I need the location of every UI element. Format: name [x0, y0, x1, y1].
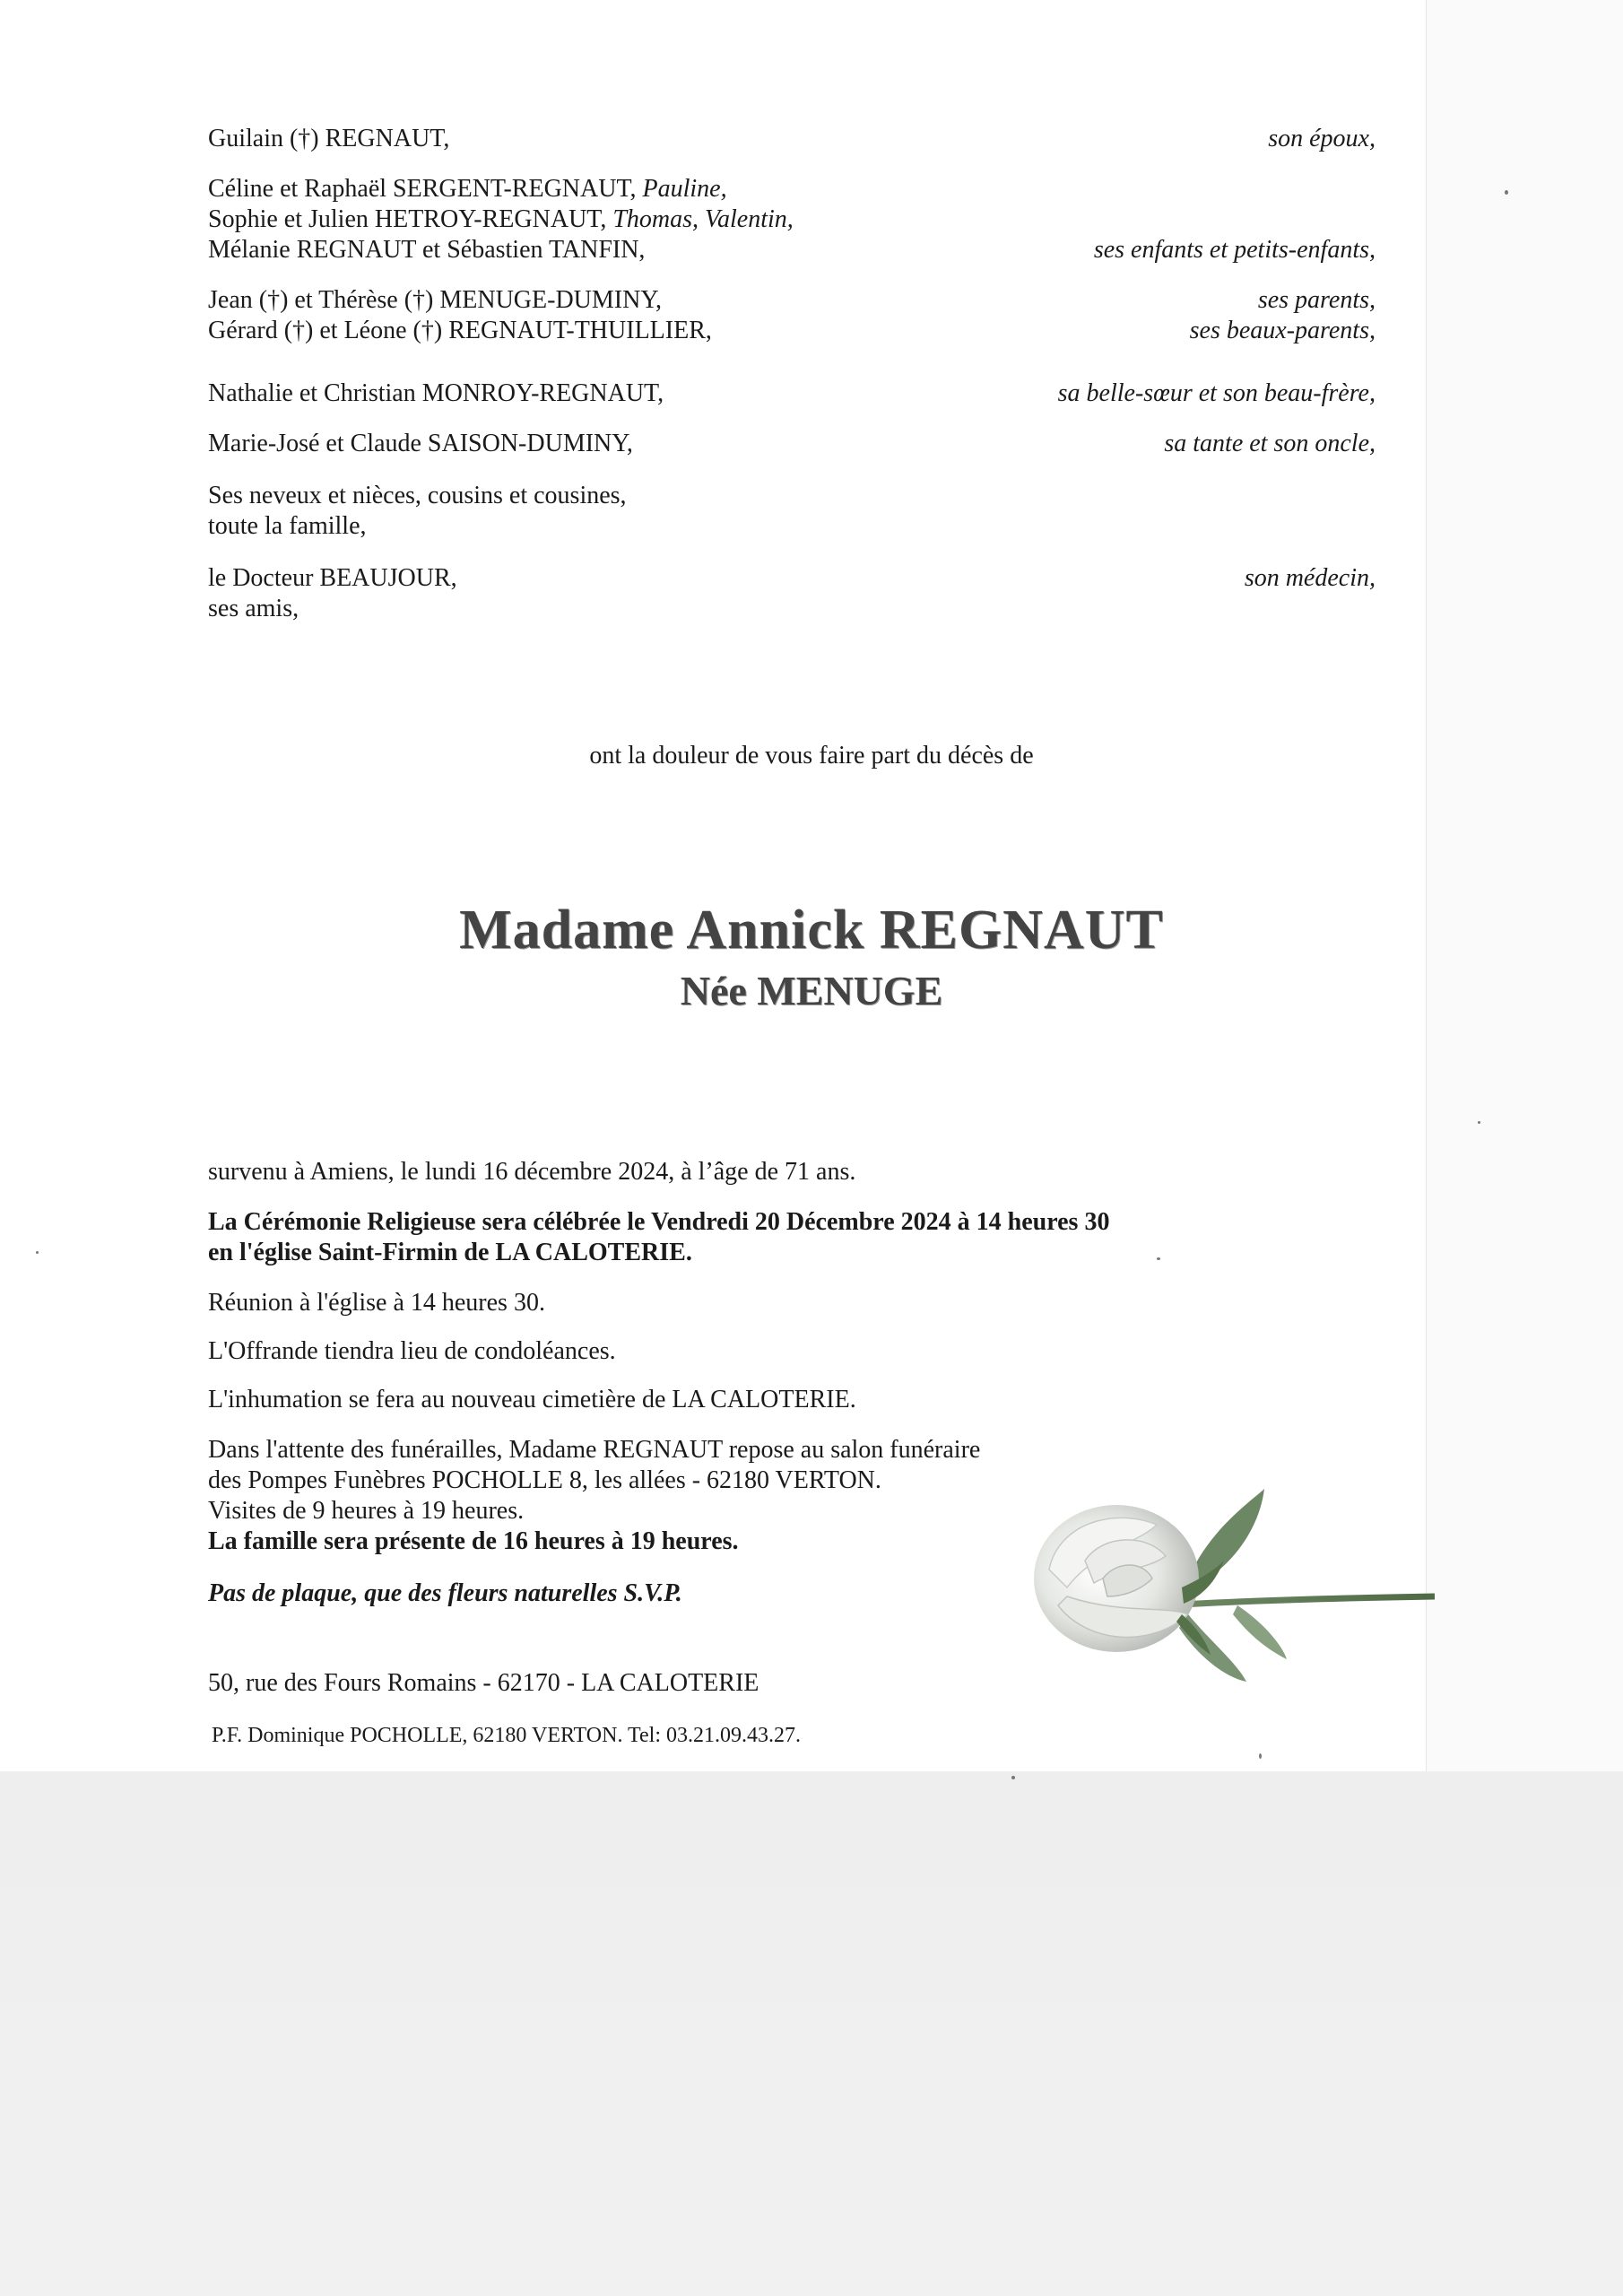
- relation-inlaws: ses beaux-parents,: [1189, 317, 1376, 344]
- ceremony-line-2: en l'église Saint-Firmin de LA CALOTERIE.: [208, 1239, 692, 1266]
- relation-sister-in-law: sa belle-sœur et son beau-frère,: [1057, 379, 1376, 407]
- family-line-parents: Jean (†) et Thérèse (†) MENUGE-DUMINY,: [208, 286, 662, 314]
- family-line-doctor: le Docteur BEAUJOUR,: [208, 564, 457, 592]
- scan-speck: [1478, 1121, 1480, 1124]
- scan-speck: [1259, 1753, 1262, 1759]
- family-line-inlaws: Gérard (†) et Léone (†) REGNAUT-THUILLIER,: [208, 317, 712, 344]
- scan-speck: [1157, 1257, 1160, 1260]
- scan-speck: [1505, 190, 1508, 195]
- scan-background: [0, 1771, 1623, 2296]
- relation-doctor: son médecin,: [1244, 564, 1376, 592]
- family-line-nathalie: Nathalie et Christian MONROY-REGNAUT,: [208, 379, 664, 407]
- grandchildren-names: Pauline,: [642, 175, 727, 203]
- scan-speck: [1011, 1776, 1015, 1779]
- relation-parents: ses parents,: [1257, 286, 1376, 314]
- deceased-name: Madame Annick REGNAUT: [459, 900, 1164, 961]
- family-line-husband: Guilain (†) REGNAUT,: [208, 125, 450, 152]
- maiden-name: Née MENUGE: [680, 968, 943, 1013]
- rest-line-1: Dans l'attente des funérailles, Madame REGNAUT repose au salon funéraire: [208, 1436, 981, 1464]
- white-rose-icon: [1031, 1471, 1435, 1713]
- family-line-melanie: Mélanie REGNAUT et Sébastien TANFIN,: [208, 236, 646, 264]
- scan-edge: [1426, 0, 1623, 1771]
- offering-info: L'Offrande tiendra lieu de condoléances.: [208, 1337, 616, 1365]
- death-details: survenu à Amiens, le lundi 16 décembre 2024, à l’âge de 71 ans.: [208, 1158, 856, 1186]
- flowers-note: Pas de plaque, que des fleurs naturelles S.V.P.: [208, 1579, 682, 1607]
- relation-husband: son époux,: [1268, 125, 1376, 152]
- family-names: Sophie et Julien HETROY-REGNAUT,: [208, 205, 613, 233]
- funeral-home-info: P.F. Dominique POCHOLLE, 62180 VERTON. Tel: 03.21.09.43.27.: [212, 1724, 801, 1747]
- family-line-all: toute la famille,: [208, 512, 367, 540]
- meeting-info: Réunion à l'église à 14 heures 30.: [208, 1289, 545, 1317]
- visits-info: Visites de 9 heures à 19 heures.: [208, 1497, 525, 1525]
- relation-children: ses enfants et petits-enfants,: [1093, 236, 1376, 264]
- burial-info: L'inhumation se fera au nouveau cimetière de LA CALOTERIE.: [208, 1386, 856, 1413]
- family-line-cousins: Ses neveux et nièces, cousins et cousines,: [208, 482, 627, 509]
- family-names: Céline et Raphaël SERGENT-REGNAUT,: [208, 175, 643, 203]
- relation-aunt-uncle: sa tante et son oncle,: [1164, 430, 1376, 457]
- scan-speck: [36, 1251, 39, 1254]
- family-line-celine: [208, 174, 727, 204]
- ceremony-line-1: La Cérémonie Religieuse sera célébrée le Vendredi 20 Décembre 2024 à 14 heures 30: [208, 1208, 1110, 1236]
- family-line-friends: ses amis,: [208, 595, 299, 622]
- family-line-marie-jose: Marie-José et Claude SAISON-DUMINY,: [208, 430, 633, 457]
- family-line-sophie: [208, 204, 794, 235]
- address: 50, rue des Fours Romains - 62170 - LA CALOTERIE: [208, 1669, 759, 1697]
- grandchildren-names: Thomas, Valentin,: [612, 205, 794, 233]
- announcement: ont la douleur de vous faire part du décès de: [589, 742, 1034, 770]
- rest-line-2: des Pompes Funèbres POCHOLLE 8, les allées - 62180 VERTON.: [208, 1466, 881, 1494]
- family-present-info: La famille sera présente de 16 heures à 19 heures.: [208, 1527, 739, 1555]
